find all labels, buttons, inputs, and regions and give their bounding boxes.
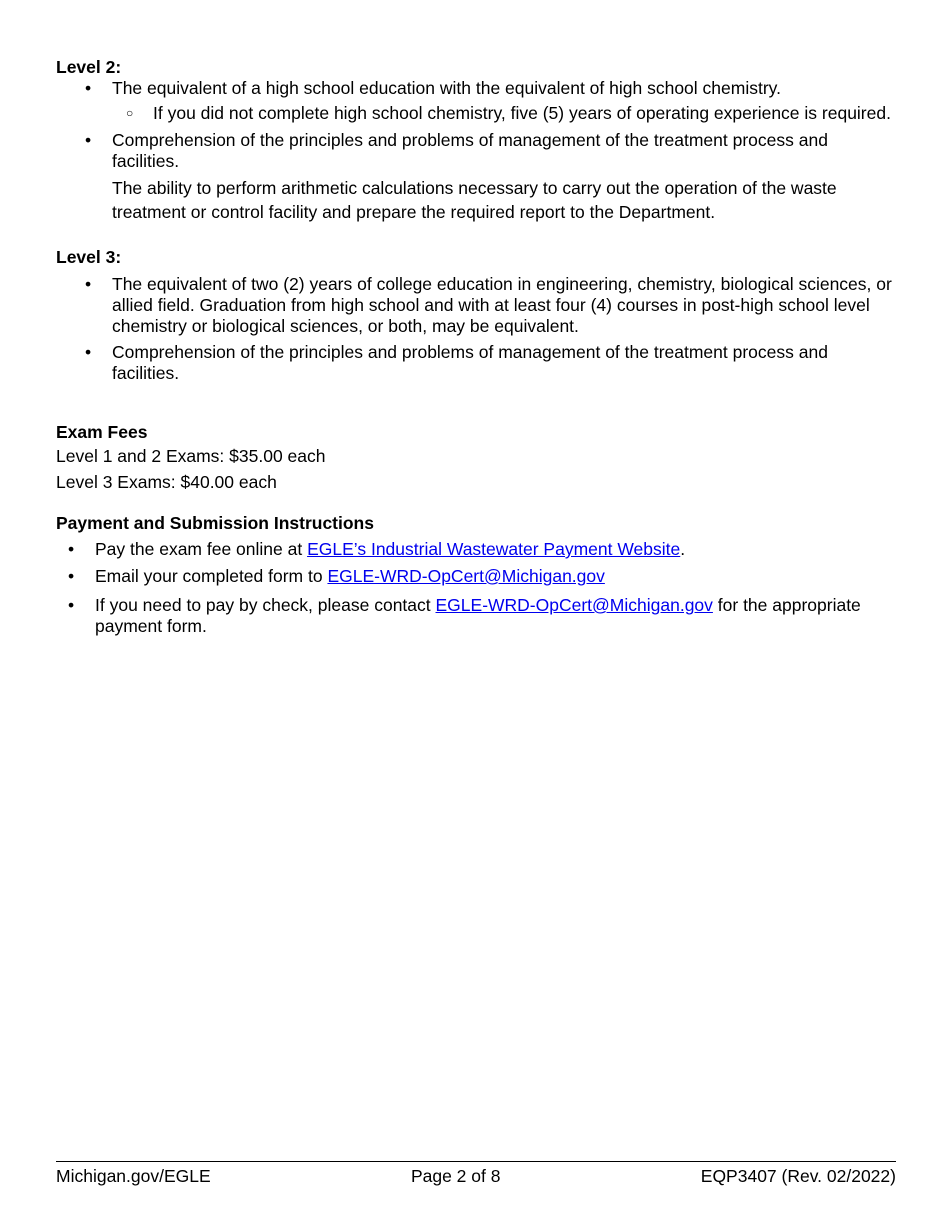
payment-item-check xyxy=(56,595,896,637)
opcert-email-link-check[interactable]: EGLE-WRD-OpCert@Michigan.gov xyxy=(435,595,713,615)
exam-fee-level-1-2: Level 1 and 2 Exams: $35.00 each xyxy=(56,446,326,466)
level2-sub-chemistry: ○ If you did not complete high school chemistry, five (5) years of operating experience is required. xyxy=(56,103,896,124)
payment-website-link[interactable]: EGLE’s Industrial Wastewater Payment Website xyxy=(307,539,681,559)
payment-item-email xyxy=(56,566,896,587)
level3-bullet-comprehension: • Comprehension of the principles and problems of management of the treatment process and facilities. xyxy=(56,342,896,384)
payment-check-suffix: for the appropriate payment form. xyxy=(95,595,861,636)
document-page xyxy=(56,56,896,637)
level2-bullet-education-text: The equivalent of a high school education with the equivalent of high school chemistry. xyxy=(112,78,781,98)
opcert-email-link[interactable]: EGLE-WRD-OpCert@Michigan.gov xyxy=(327,566,605,586)
payment-check-text: If you need to pay by check, please contact xyxy=(95,595,436,615)
payment-email-text: Email your completed form to xyxy=(95,566,328,586)
exam-fee-level-3: Level 3 Exams: $40.00 each xyxy=(56,472,277,492)
page-footer xyxy=(56,1161,896,1188)
footer-page-number: Page 2 of 8 xyxy=(410,1166,501,1186)
payment-online-text: Pay the exam fee online at xyxy=(95,539,308,559)
payment-item-online xyxy=(56,539,896,560)
level2-heading: Level 2: xyxy=(56,57,122,77)
level3-bullet-education: • The equivalent of two (2) years of college education in engineering, chemistry, biological sciences, or allied field. Graduation from high school and with at least four (4) courses in post-high school level chemistry or biological sciences, or both, may be equivalent. xyxy=(56,274,896,337)
payment-list xyxy=(56,539,896,637)
payment-heading: Payment and Submission Instructions xyxy=(56,513,374,533)
footer-form-number: EQP3407 (Rev. 02/2022) xyxy=(700,1166,896,1186)
level3-list xyxy=(56,274,896,384)
footer-website: Michigan.gov/EGLE xyxy=(56,1166,211,1186)
exam-fees-heading: Exam Fees xyxy=(56,422,148,442)
payment-online-suffix: . xyxy=(680,539,686,559)
level2-sublist xyxy=(112,103,896,124)
level2-list xyxy=(56,78,896,172)
level2-arithmetic-paragraph: The ability to perform arithmetic calculations necessary to carry out the operation of the waste treatment or control facility and prepare the required report to the Department. xyxy=(112,178,837,222)
level2-bullet-comprehension: • Comprehension of the principles and problems of management of the treatment process and facilities. xyxy=(56,130,896,172)
level3-heading: Level 3: xyxy=(56,247,122,267)
level2-bullet-education xyxy=(56,78,896,124)
